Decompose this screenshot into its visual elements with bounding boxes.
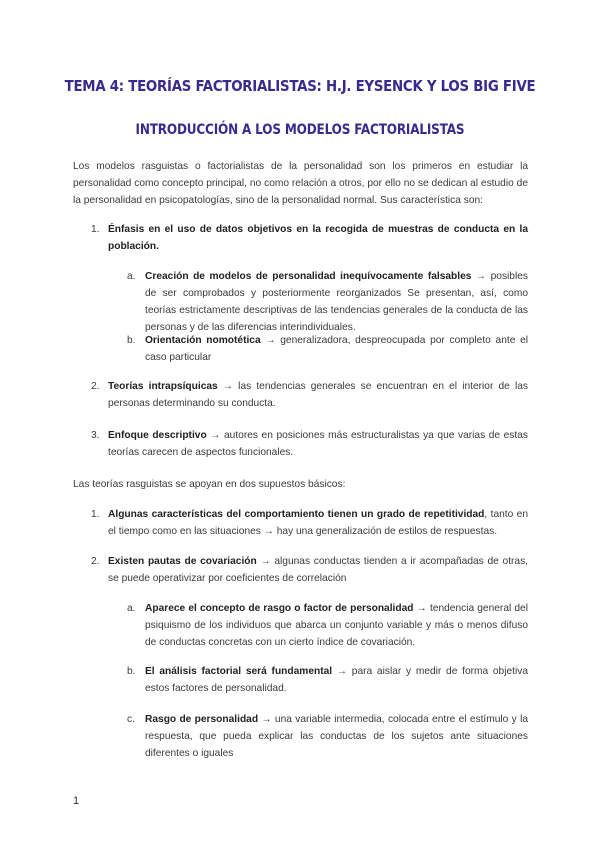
list-item	[108, 221, 528, 255]
sublist-item-text: → posibles de ser comprobados y posteriormente reorganizados Se presentan, así, como teorías estrictamente descriptivas de las tendencias generales de la conducta de las personas y de las diferencias interindividuales.	[145, 271, 528, 333]
list-item	[108, 378, 528, 412]
sublist-item-letter: a.	[127, 271, 136, 282]
sublist-item	[145, 600, 528, 651]
sublist-item	[145, 332, 528, 366]
list-item-number: 1.	[91, 224, 100, 235]
sublist-item-text: → una variable intermedia, colocada entre el estímulo y la respuesta, que pueda explicar las conductas de los sujetos ante situaciones diferentes o iguales	[145, 714, 529, 759]
list-item-bold: Existen pautas de covariación	[108, 556, 257, 567]
list-item-text: → autores en posiciones más estructuralistas ya que varias de estas teorías carecen de aspectos funcionales.	[108, 430, 528, 458]
sublist-item-bold: Aparece el concepto de rasgo o factor de personalidad	[145, 603, 414, 614]
list-item	[108, 427, 528, 461]
list-item	[108, 553, 528, 587]
list-item-bold: Enfoque descriptivo	[108, 430, 207, 441]
list-item-bold: Énfasis en el uso de datos objetivos en la recogida de muestras de conducta en la población.	[108, 224, 528, 252]
paragraph: Las teorías rasguistas se apoyan en dos supuestos básicos:	[73, 479, 346, 490]
sublist-item	[145, 711, 528, 762]
list-item-number: 3.	[91, 430, 100, 441]
sublist-item-bold: El análisis factorial será fundamental	[145, 666, 333, 677]
list-item-text: → las tendencias generales se encuentran en el interior de las personas determinando su conducta.	[108, 381, 528, 409]
sublist-item-letter: c.	[127, 714, 135, 725]
sublist-item-text: → generalizadora, despreocupada por completo ante el caso particular	[145, 335, 528, 363]
list-item-number: 2.	[91, 556, 100, 567]
list-item-bold: Algunas características del comportamiento tienen un grado de repetitividad	[108, 509, 485, 520]
list-item-number: 2.	[91, 381, 100, 392]
sublist-item-letter: b.	[127, 335, 136, 346]
sublist-item-bold: Rasgo de personalidad	[145, 714, 259, 725]
sublist-item-bold: Creación de modelos de personalidad inequívocamente falsables	[145, 271, 472, 282]
list-item	[108, 506, 528, 540]
document-title: TEMA 4: TEORÍAS FACTORIALISTAS: H.J. EYSENCK Y LOS BIG FIVE	[64, 77, 536, 95]
sublist-item-text: → para aislar y medir de forma objetiva estos factores de personalidad.	[145, 666, 529, 694]
sublist-item-letter: a.	[127, 603, 136, 614]
sublist-item-bold: Orientación nomotética	[145, 335, 261, 346]
list-item-bold: Teorías intrapsíquicas	[108, 381, 218, 392]
sublist-item-letter: b.	[127, 666, 136, 677]
sublist-item	[145, 268, 528, 336]
page-number: 1	[73, 795, 80, 807]
intro-paragraph: Los modelos rasguistas o factorialistas de la personalidad son los primeros en estudiar la personalidad como concepto principal, no como relación a otros, por ello no se dedican al estudio de la personalidad en psicopatologías, sino de la personalidad normal. Sus característica son:	[73, 161, 528, 206]
list-item-number: 1.	[91, 509, 100, 520]
list-item-text: , tanto en el tiempo como en las situaciones → hay una generalización de estilos de respuestas.	[108, 509, 529, 537]
section-heading: INTRODUCCIÓN A LOS MODELOS FACTORIALISTAS	[135, 122, 465, 138]
sublist-item	[145, 663, 528, 697]
list-item-text: → algunas conductas tienden a ir acompañadas de otras, se puede operativizar por coeficientes de correlación	[108, 556, 529, 584]
sublist-item-text: → tendencia general del psiquismo de los individuos que abarca un conjunto variable y más o menos difuso de conductas concretas con un cierto índice de covariación.	[145, 603, 528, 648]
